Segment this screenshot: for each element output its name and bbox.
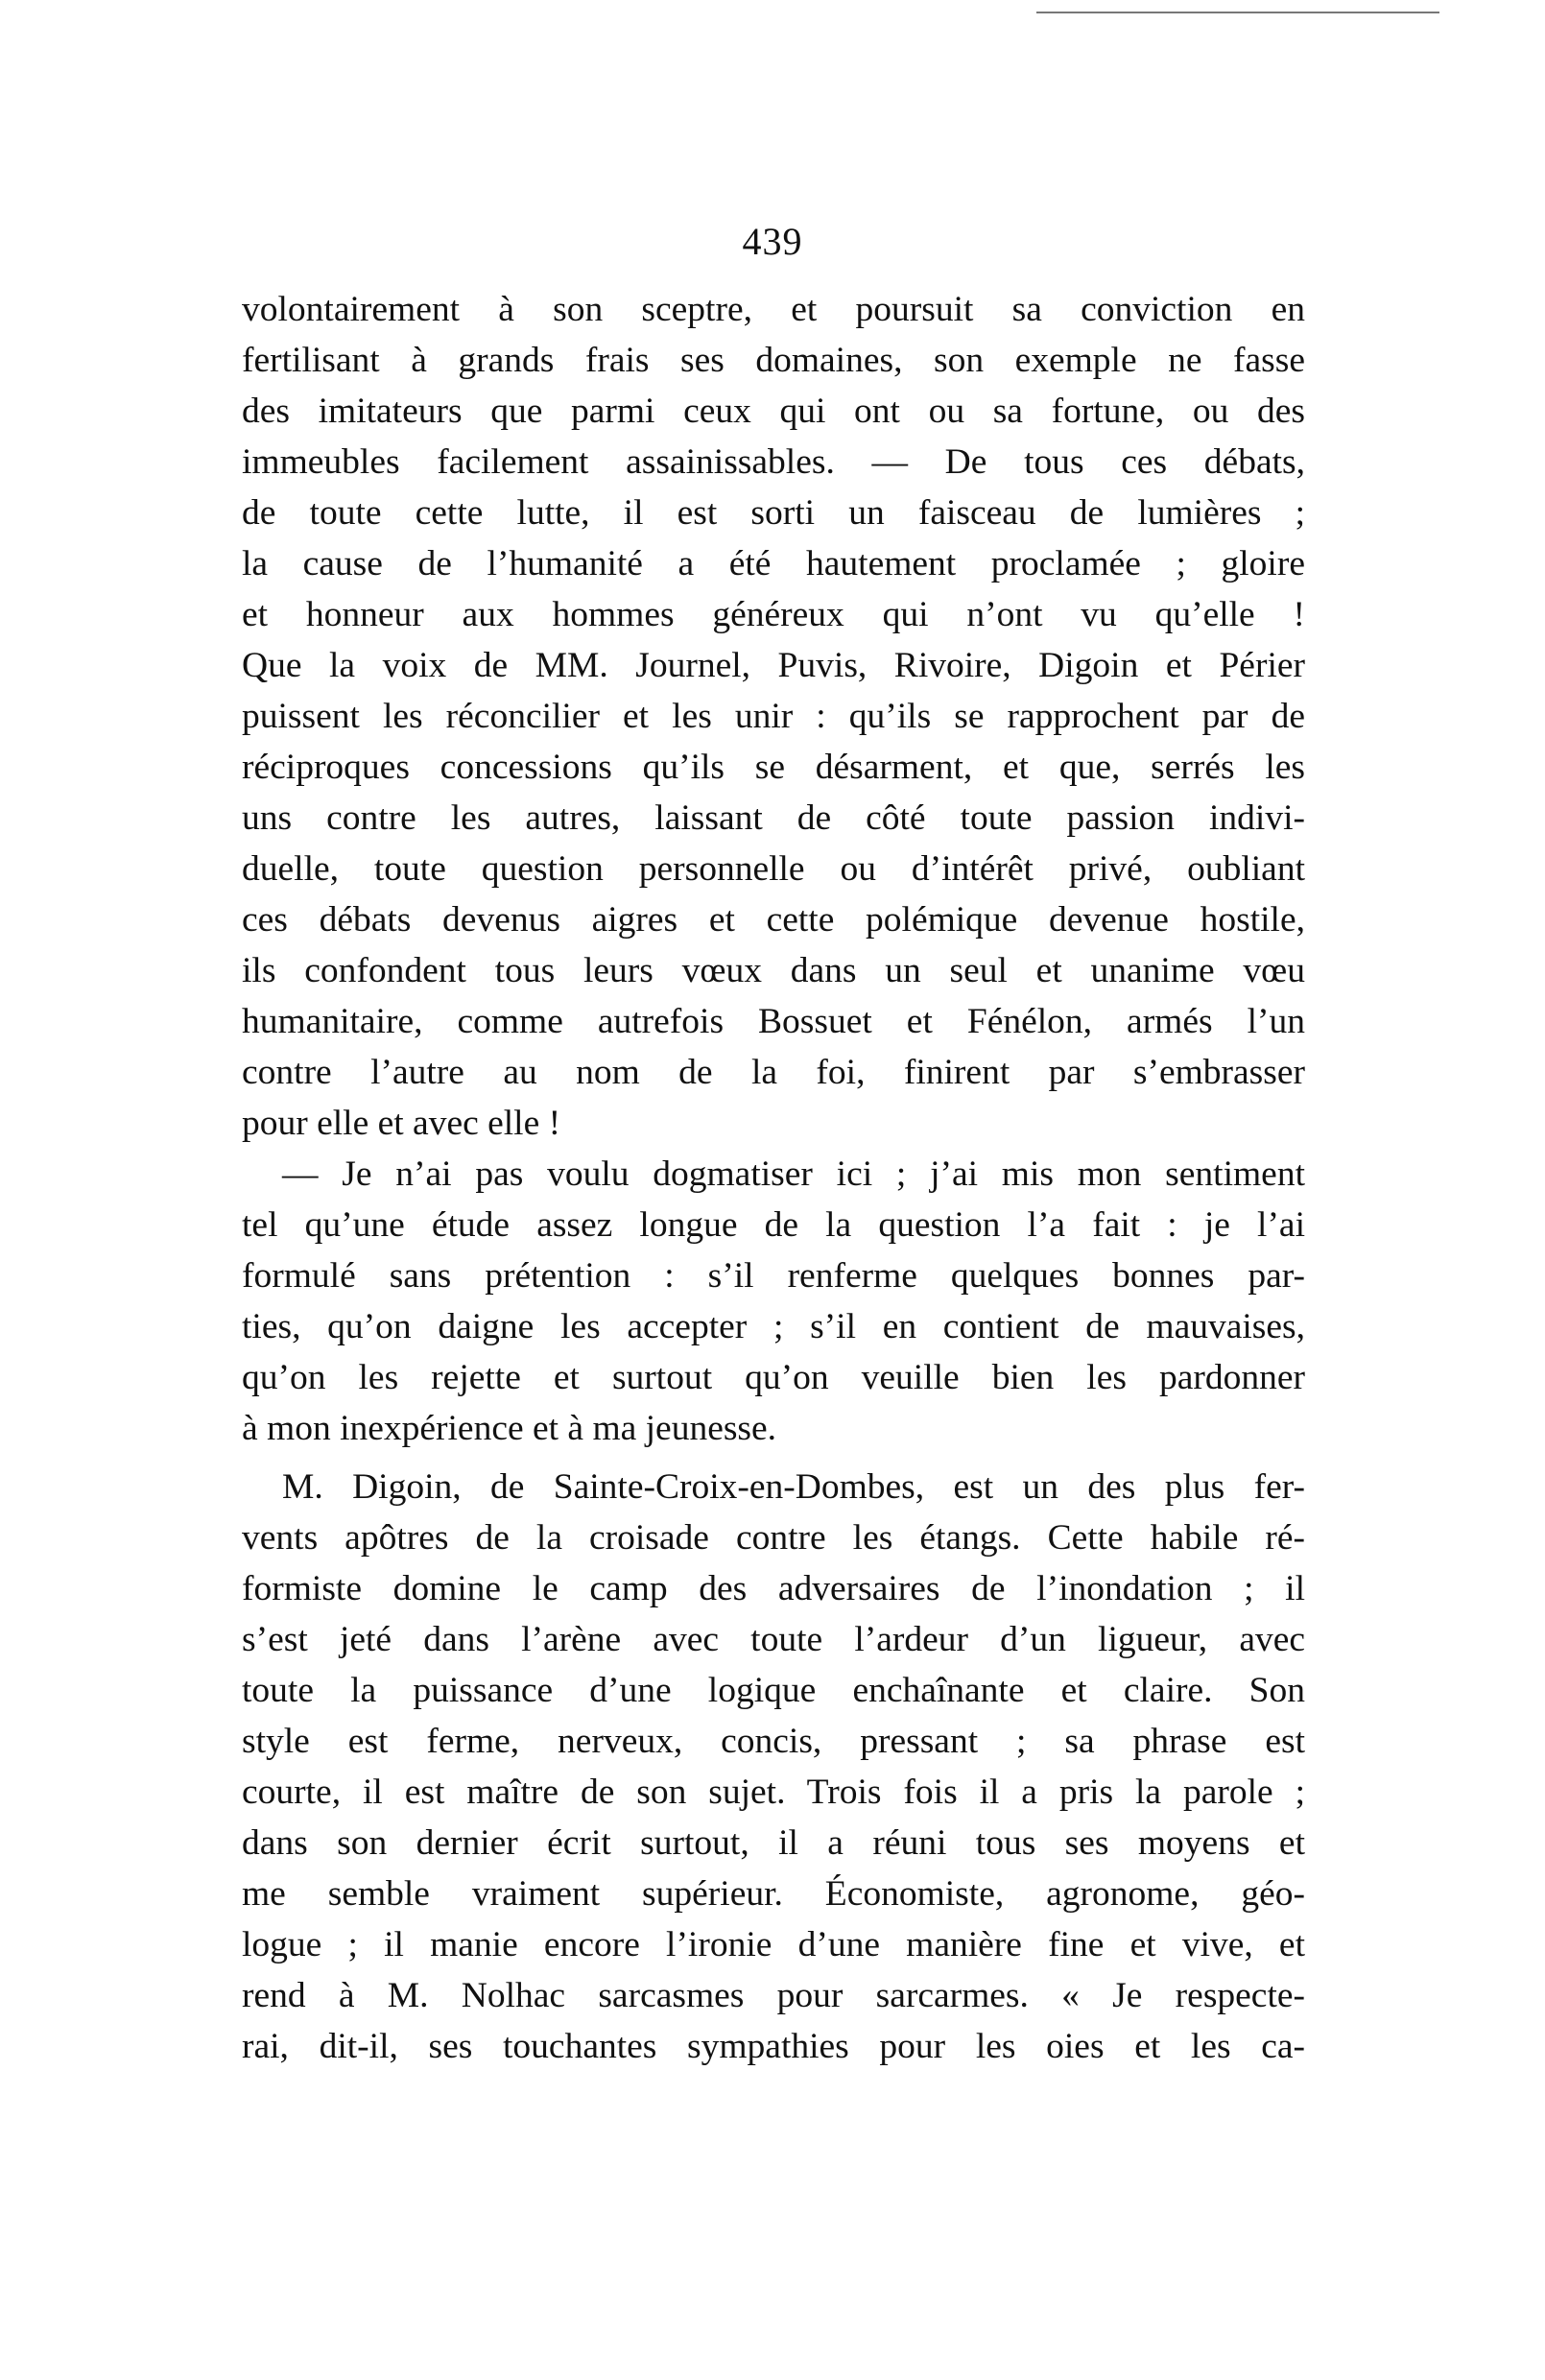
text-line: — Je n’ai pas voulu dogmatiser ici ; j’ai mis mon sentiment: [282, 1154, 1305, 1194]
text-line: à mon inexpérience et à ma jeunesse.: [242, 1409, 777, 1448]
page-number: 439: [742, 220, 803, 263]
text-line: uns contre les autres, laissant de côté toute passion indivi-: [242, 798, 1305, 838]
paragraph: [242, 284, 1305, 1149]
text-line: rai, dit-il, ses touchantes sympathies pour les oies et les ca-: [242, 2027, 1305, 2066]
paragraph: [242, 1149, 1305, 1454]
text-line: ils confondent tous leurs vœux dans un seul et unanime vœu: [242, 951, 1305, 990]
paragraph-gap: [242, 1454, 1305, 1462]
top-edge-rule: [1036, 12, 1439, 13]
text-line: contre l’autre au nom de la foi, finirent par s’embrasser: [242, 1053, 1305, 1092]
text-line: tel qu’une étude assez longue de la question l’a fait : je l’ai: [242, 1205, 1305, 1245]
body-text: [242, 284, 1305, 2072]
text-line: pour elle et avec elle !: [242, 1104, 561, 1143]
text-line: humanitaire, comme autrefois Bossuet et Fénélon, armés l’un: [242, 1002, 1305, 1041]
text-line: formulé sans prétention : s’il renferme quelques bonnes par-: [242, 1256, 1305, 1296]
text-line: des imitateurs que parmi ceux qui ont ou sa fortune, ou des: [242, 392, 1305, 431]
text-line: ces débats devenus aigres et cette polémique devenue hostile,: [242, 900, 1305, 940]
text-line: immeubles facilement assainissables. — De tous ces débats,: [242, 442, 1305, 482]
paragraph: [242, 1462, 1305, 2072]
text-line: logue ; il manie encore l’ironie d’une manière fine et vive, et: [242, 1925, 1305, 1964]
text-line: M. Digoin, de Sainte-Croix-en-Dombes, est un des plus fer-: [282, 1467, 1305, 1507]
text-line: la cause de l’humanité a été hautement proclamée ; gloire: [242, 544, 1305, 583]
text-line: s’est jeté dans l’arène avec toute l’ardeur d’un ligueur, avec: [242, 1620, 1305, 1659]
text-line: rend à M. Nolhac sarcasmes pour sarcarmes. « Je respecte-: [242, 1976, 1305, 2015]
text-line: de toute cette lutte, il est sorti un faisceau de lumières ;: [242, 493, 1305, 533]
text-line: toute la puissance d’une logique enchaînante et claire. Son: [242, 1671, 1305, 1710]
text-line: réciproques concessions qu’ils se désarment, et que, serrés les: [242, 748, 1305, 787]
text-line: style est ferme, nerveux, concis, pressant ; sa phrase est: [242, 1722, 1305, 1761]
text-line: me semble vraiment supérieur. Économiste, agronome, géo-: [242, 1874, 1305, 1914]
text-line: formiste domine le camp des adversaires de l’inondation ; il: [242, 1569, 1305, 1608]
text-line: qu’on les rejette et surtout qu’on veuille bien les pardonner: [242, 1358, 1305, 1397]
text-line: fertilisant à grands frais ses domaines, son exemple ne fasse: [242, 341, 1305, 380]
text-line: Que la voix de MM. Journel, Puvis, Rivoire, Digoin et Périer: [242, 646, 1305, 685]
text-line: ties, qu’on daigne les accepter ; s’il en contient de mauvaises,: [242, 1307, 1305, 1346]
text-line: et honneur aux hommes généreux qui n’ont vu qu’elle !: [242, 595, 1305, 634]
text-line: courte, il est maître de son sujet. Trois fois il a pris la parole ;: [242, 1773, 1305, 1812]
text-line: volontairement à son sceptre, et poursuit sa conviction en: [242, 290, 1305, 329]
text-line: vents apôtres de la croisade contre les étangs. Cette habile ré-: [242, 1518, 1305, 1558]
text-line: puissent les réconcilier et les unir : qu’ils se rapprochent par de: [242, 697, 1305, 736]
text-line: duelle, toute question personnelle ou d’intérêt privé, oubliant: [242, 849, 1305, 889]
text-line: dans son dernier écrit surtout, il a réuni tous ses moyens et: [242, 1823, 1305, 1863]
